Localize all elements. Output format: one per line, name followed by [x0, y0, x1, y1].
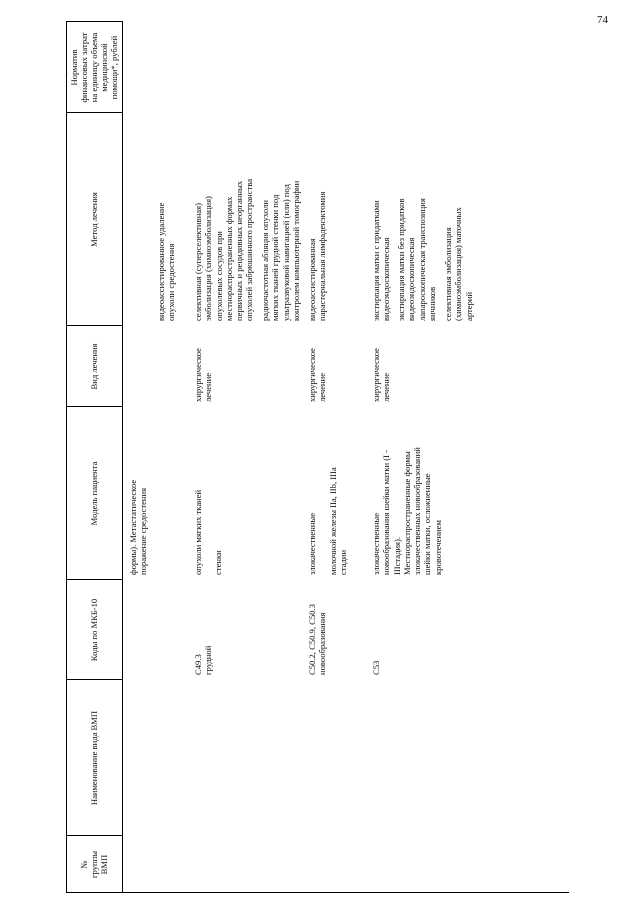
rotated-table: [66, 21, 569, 893]
row4-treatment: хирургическое лечение: [371, 348, 392, 402]
row1-method: селективная (суперселективная) эмболизация (химиоэмболизация) опухолевых сосудов при местнораспространенных формах первичных и рецидивных неорганных опухолей забрюшинного пространства: [193, 178, 255, 321]
row4-mkb: C53: [371, 660, 381, 675]
header-mkb-codes: Коды по МКБ-10: [89, 598, 99, 662]
row3-treatment: хирургическое лечение: [307, 348, 328, 402]
row0-model: формы). Метастатическое поражение средостения: [128, 479, 149, 575]
row2-model: стенки: [213, 550, 223, 575]
header-treatment-method: Метод лечения: [89, 192, 99, 247]
row1-model: опухоли мягких тканей: [193, 489, 203, 575]
header-patient-model: Модель пациента: [89, 461, 99, 526]
row4-model: злокачественные новообразования шейки матки (I - IIIстадия). Местнораспространенные формы злокачественных новообразований шейки матки, осложненные кровотечением: [371, 447, 443, 575]
page-number: 74: [597, 14, 608, 26]
row4-method-b: экстирпация матки без придатков видеоэндоскопическая лапароскопическая транспозиция яичников: [396, 198, 437, 321]
header-cost-norm: Норматив финансовых затрат на единицу объема медицинской помощи*, рублей: [69, 32, 119, 103]
row2-mkb: грудной: [203, 645, 213, 675]
header-group-number: № группы ВМП: [79, 851, 109, 878]
row1-mkb: C49.3: [193, 654, 203, 675]
table-left-border: [66, 892, 569, 893]
header-vmp-name: Наименование вида ВМП: [89, 710, 99, 806]
header-treatment-type: Вид лечения: [89, 343, 99, 390]
row0-method: видеоассистированное удаление опухоли средостения: [156, 202, 177, 321]
row2-method: радиочастотная абляция опухоли мягких тканей грудной стенки под ультразвуковой навигацией (или) под контролем компьютерной томографии: [260, 180, 301, 321]
row3-mkb: C50.2, C50.9, C50.3 новообразования: [307, 604, 328, 675]
header-bottom-border: [122, 21, 123, 893]
row4-method-c: селективная эмболизация (химиоэмболизация) маточных артерий: [443, 207, 474, 321]
row3-method: видеоассистированная парастернальная лимфаденэктомия: [307, 191, 328, 321]
row3-model: злокачественные молочной железы IIa, IIb, IIIa стадии: [307, 467, 348, 575]
row4-method-a: экстирпация матки с придатками видеоэндоскопическая: [371, 200, 392, 321]
row1-treatment: хирургическое лечение: [193, 348, 214, 402]
